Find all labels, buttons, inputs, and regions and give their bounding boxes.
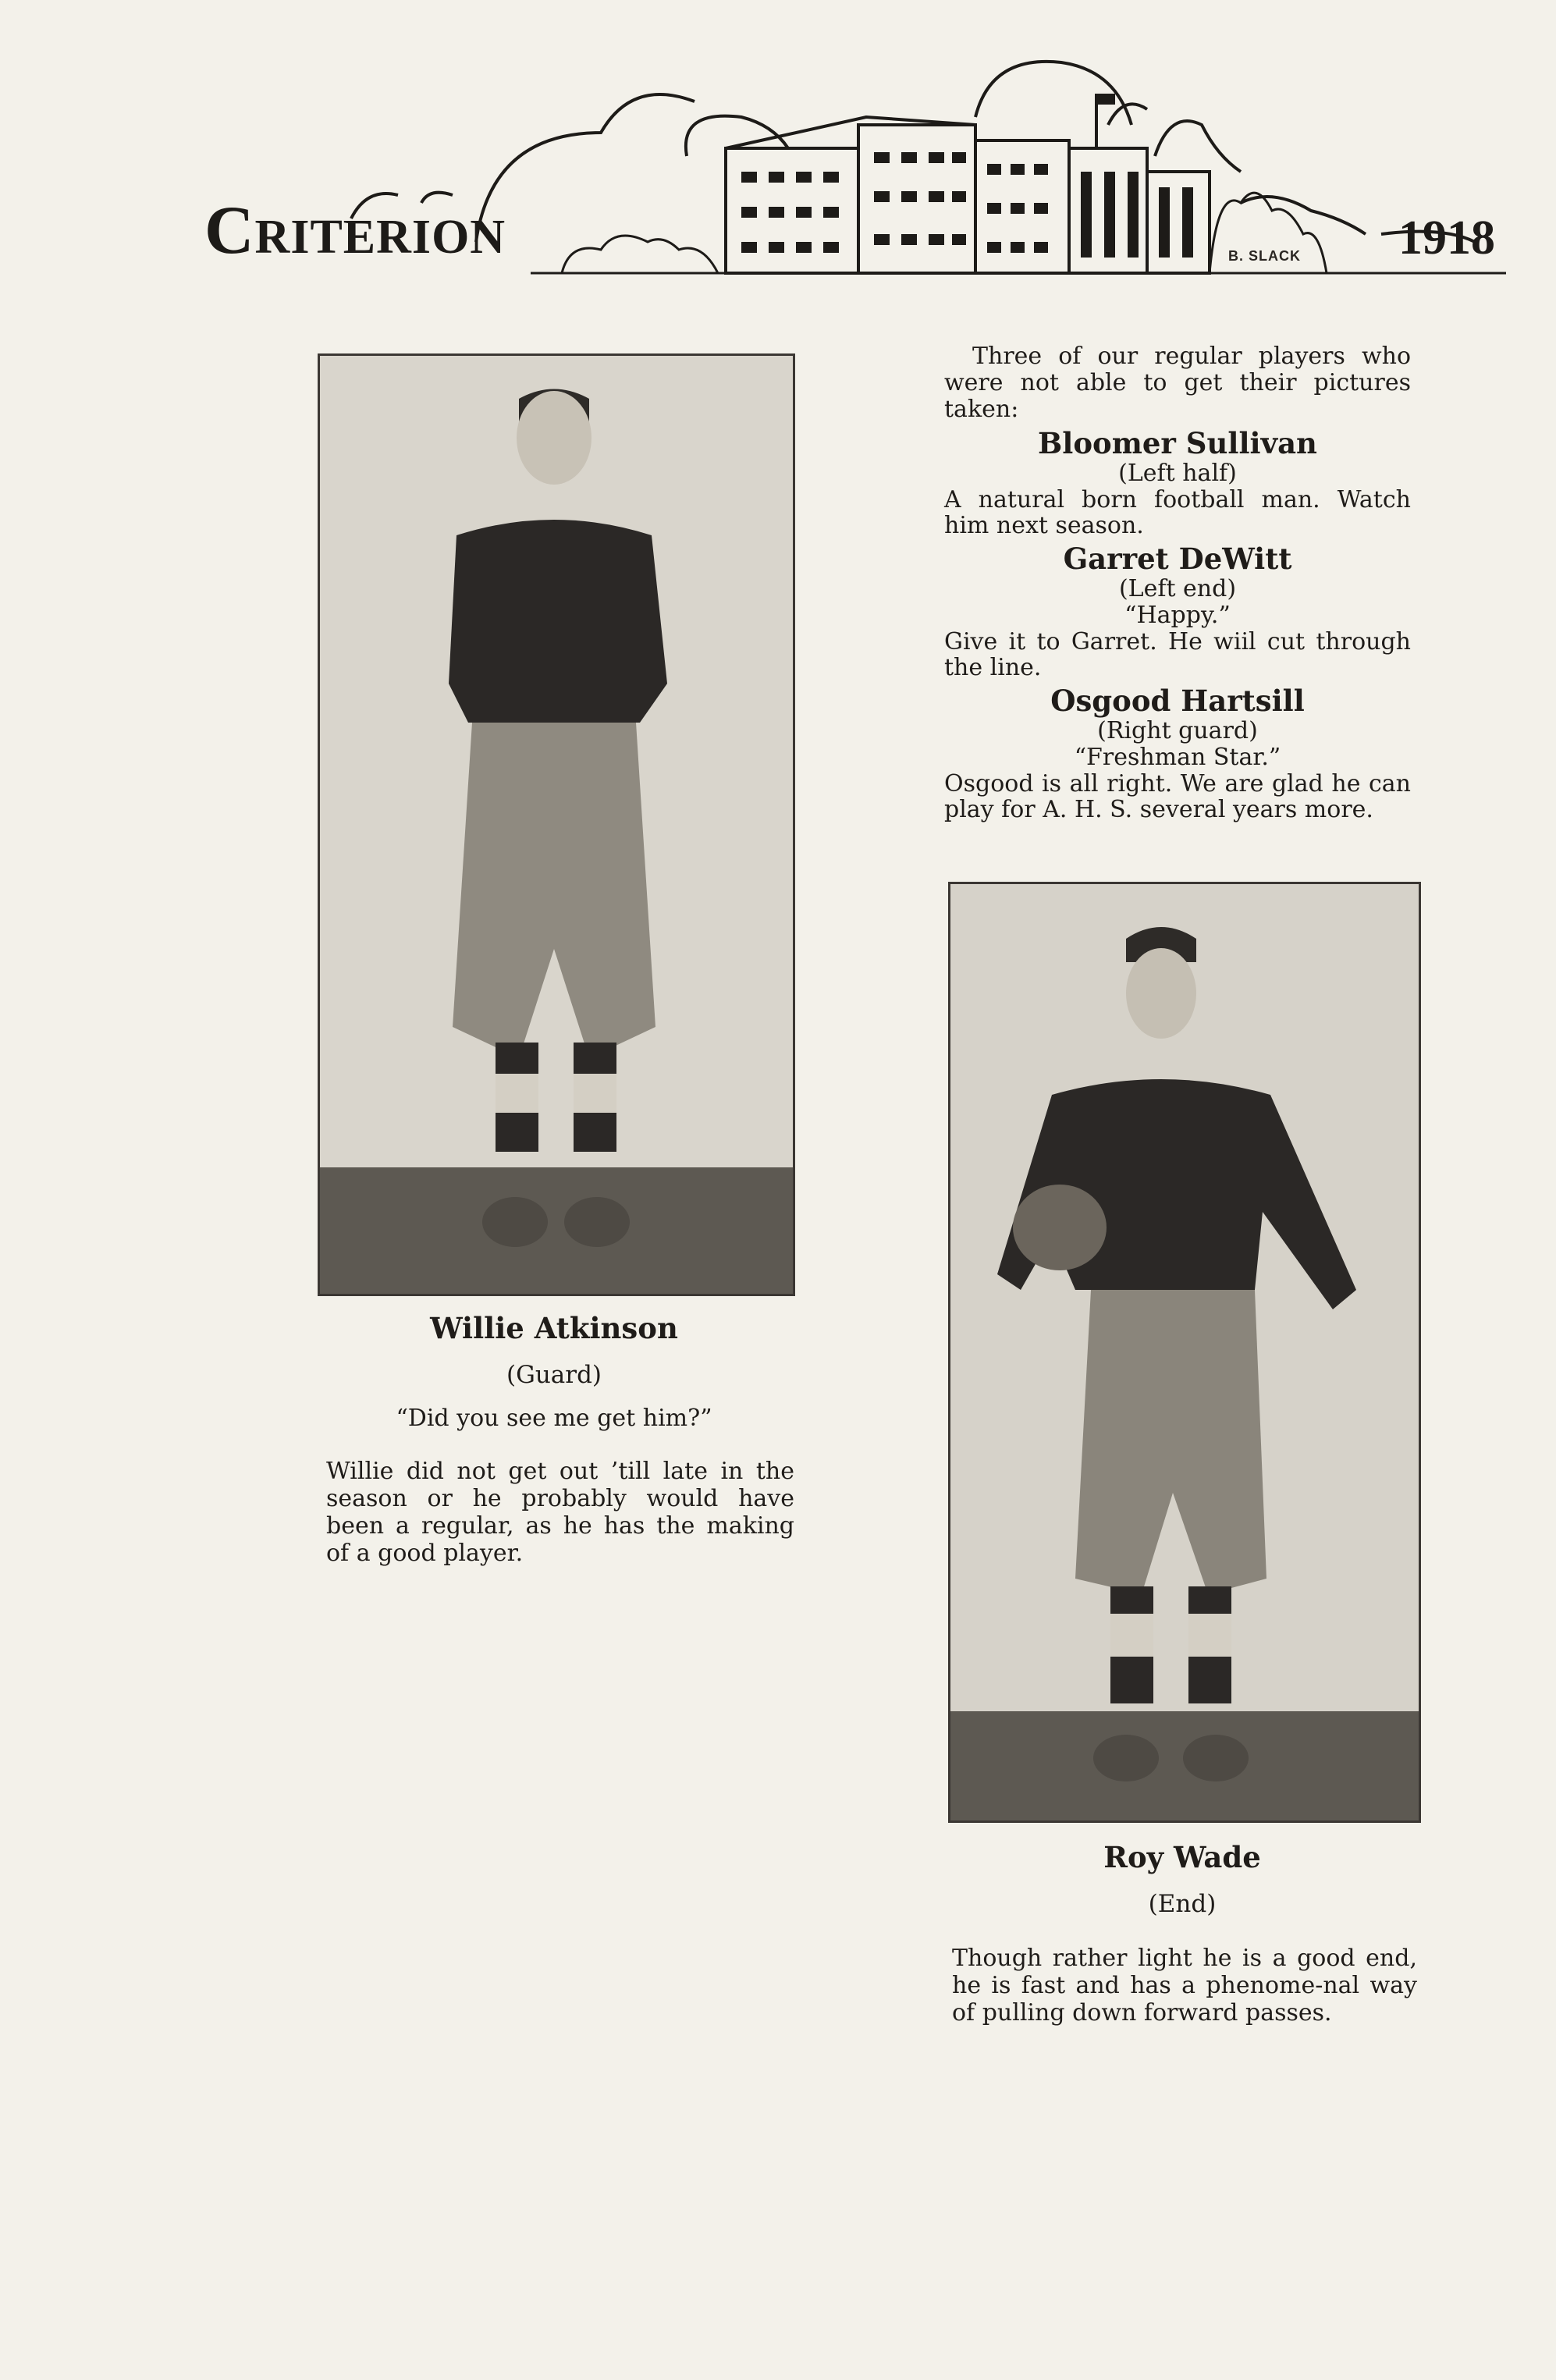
player-name: Willie Atkinson: [430, 1311, 678, 1345]
masthead-title: Criterion: [204, 193, 506, 268]
absent-player-hartsill: [944, 684, 1411, 822]
absent-player-dewitt: [944, 542, 1411, 680]
intro-text: Three of our regular players who were not able to get their pictures taken:: [944, 343, 1411, 423]
player-nickname: “Freshman Star.”: [1074, 744, 1281, 771]
absent-player-sullivan: [944, 426, 1411, 538]
player-description: A natural born football man. Watch him next season.: [944, 486, 1411, 539]
player-description: Though rather light he is a good end, he is fast and has a phenome-nal way of pulling down forward passes.: [952, 1945, 1417, 2027]
player-position: (End): [1148, 1890, 1217, 1918]
player-name: Garret DeWitt: [1063, 542, 1292, 576]
player-photo-willie-atkinson: [318, 353, 795, 1296]
player-description: Willie did not get out ’till late in the season or he probably would have been a regular, as he has the making of a good player.: [326, 1458, 794, 1567]
player-name: Roy Wade: [1103, 1840, 1261, 1874]
player-name: Osgood Hartsill: [1050, 684, 1305, 718]
artist-signature: B. SLACK: [1228, 248, 1301, 264]
player-description: Osgood is all right. We are glad he can play for A. H. S. several years more.: [944, 770, 1411, 823]
player-position: (Right guard): [1097, 717, 1258, 744]
player-nickname: “Happy.”: [1124, 602, 1231, 629]
masthead-year: 1918: [1398, 211, 1495, 265]
player-quote: “Did you see me get him?”: [396, 1405, 712, 1432]
player-position: (Guard): [506, 1361, 602, 1389]
player-description: Give it to Garret. He wiil cut through the line.: [944, 628, 1411, 681]
player-position: (Left end): [1118, 575, 1237, 602]
caption-willie-atkinson: [320, 1311, 788, 1432]
caption-roy-wade: [948, 1840, 1416, 1918]
absent-players-section: [944, 343, 1411, 822]
player-photo-roy-wade: [948, 882, 1421, 1823]
player-name: Bloomer Sullivan: [1038, 426, 1317, 460]
player-position: (Left half): [1118, 460, 1237, 487]
